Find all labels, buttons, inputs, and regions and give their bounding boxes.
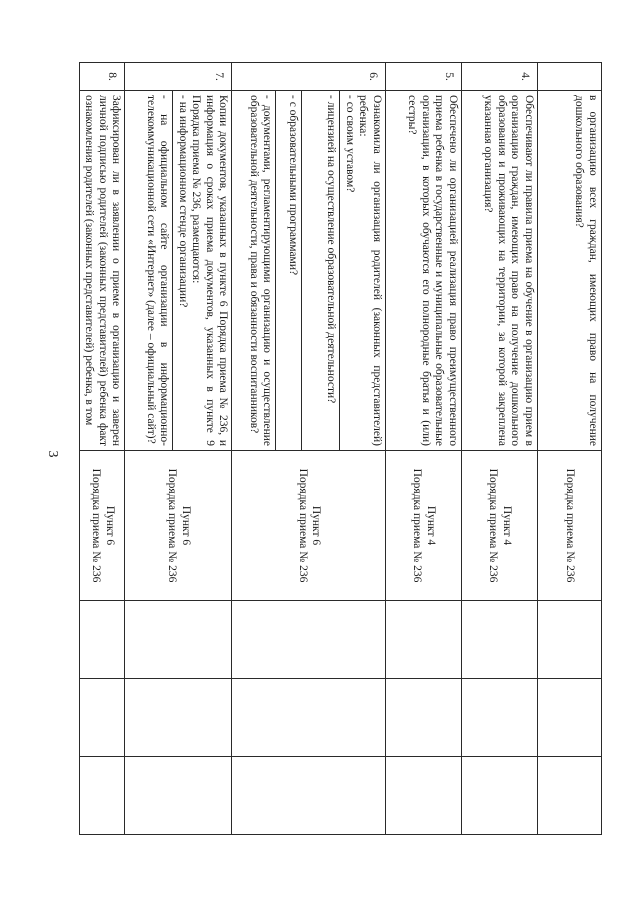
sub-question-cell: - лицензией на осуществление образовательной деятельности? bbox=[302, 91, 340, 451]
table-row bbox=[80, 63, 126, 835]
reference-document: Порядка приема № 236 bbox=[166, 468, 179, 583]
answer-no-cell[interactable] bbox=[232, 679, 386, 757]
question-cell: Зафиксирован ли в заявлении о приеме в организацию и заверен личной подписью родителей (законных представителей) ребенка факт ознакомления родителей (законных представителей) ребенка, в том bbox=[80, 91, 126, 451]
question-cell: Копии документов, указанных в пункте 6 Порядка приема № 236, и информация о сроках приема документов, указанных в пункте 9 Порядка приема № 236, размещаются: - на информационном стенде организации? bbox=[173, 91, 232, 451]
reference-point: Пункт 4 bbox=[425, 505, 437, 546]
reference-document: Порядка приема № 236 bbox=[296, 468, 309, 583]
table-wrapper bbox=[78, 62, 602, 834]
reference-point: Пункт 6 bbox=[180, 505, 192, 546]
reference-point: Пункт 6 bbox=[103, 505, 116, 546]
reference-cell bbox=[538, 451, 602, 601]
reference-document: Порядка приема № 236 bbox=[90, 468, 103, 583]
answer-yes-cell[interactable] bbox=[538, 601, 602, 679]
answer-no-cell[interactable] bbox=[538, 679, 602, 757]
reference-cell bbox=[125, 451, 232, 601]
table-row bbox=[173, 63, 232, 835]
reference-cell bbox=[462, 451, 538, 601]
reference-point: Пункт 4 bbox=[501, 505, 513, 546]
note-cell[interactable] bbox=[125, 757, 232, 835]
row-number: 6. bbox=[232, 63, 386, 91]
answer-no-cell[interactable] bbox=[125, 679, 232, 757]
sub-question-cell: - на официальном сайте организации в информационно-телекоммуникационной сети «Интернет» (далее – официальный сайт)? bbox=[125, 91, 173, 451]
answer-yes-cell[interactable] bbox=[462, 601, 538, 679]
note-cell[interactable] bbox=[538, 757, 602, 835]
question-cell: в организацию всех граждан, имеющих право на получение дошкольного образования? bbox=[538, 91, 602, 451]
note-cell[interactable] bbox=[462, 757, 538, 835]
note-cell[interactable] bbox=[80, 757, 126, 835]
page-number: 3 bbox=[45, 450, 60, 458]
row-number: 4. bbox=[462, 63, 538, 91]
answer-yes-cell[interactable] bbox=[386, 601, 462, 679]
row-number: 8. bbox=[80, 63, 126, 91]
reference-cell bbox=[232, 451, 386, 601]
sub-question-cell: - документами, регламентирующими организацию и осуществление образовательной деятельности, права и обязанности воспитанников? bbox=[232, 91, 276, 451]
answer-no-cell[interactable] bbox=[386, 679, 462, 757]
table-row bbox=[538, 63, 602, 835]
answer-yes-cell[interactable] bbox=[125, 601, 232, 679]
checklist-table bbox=[79, 62, 602, 835]
reference-document: Порядка приема № 236 bbox=[487, 468, 500, 583]
answer-no-cell[interactable] bbox=[80, 679, 126, 757]
table-row bbox=[386, 63, 462, 835]
note-cell[interactable] bbox=[232, 757, 386, 835]
row-number bbox=[538, 63, 602, 91]
row-number: 7. bbox=[125, 63, 232, 91]
note-cell[interactable] bbox=[386, 757, 462, 835]
question-cell: Ознакомила ли организация родителей (законных представителей) ребенка: - со своим уставом? bbox=[340, 91, 386, 451]
rotated-page bbox=[78, 62, 602, 834]
table-row bbox=[340, 63, 386, 835]
reference-cell bbox=[80, 451, 126, 601]
answer-yes-cell[interactable] bbox=[232, 601, 386, 679]
answer-no-cell[interactable] bbox=[462, 679, 538, 757]
reference-document: Порядка приема № 236 bbox=[411, 468, 424, 583]
question-cell: Обеспечено ли организацией реализация право преимущественного приема ребенка в государственные и муниципальные образовательные организации, в которых обучаются его полнородные братья и (или) сестры? bbox=[386, 91, 462, 451]
answer-yes-cell[interactable] bbox=[80, 601, 126, 679]
question-cell: Обеспечивают ли правила приема на обучение в организацию прием в организацию граждан, имеющих право на получение дошкольного образования и проживающих на территории, за которой закреплена указанная организация? bbox=[462, 91, 538, 451]
sub-question-cell: - с образовательными программами? bbox=[276, 91, 302, 451]
reference-cell bbox=[386, 451, 462, 601]
reference-document: Порядка приема № 236 bbox=[564, 468, 577, 583]
reference-point: Пункт 6 bbox=[310, 505, 323, 546]
row-number: 5. bbox=[386, 63, 462, 91]
table-row bbox=[462, 63, 538, 835]
